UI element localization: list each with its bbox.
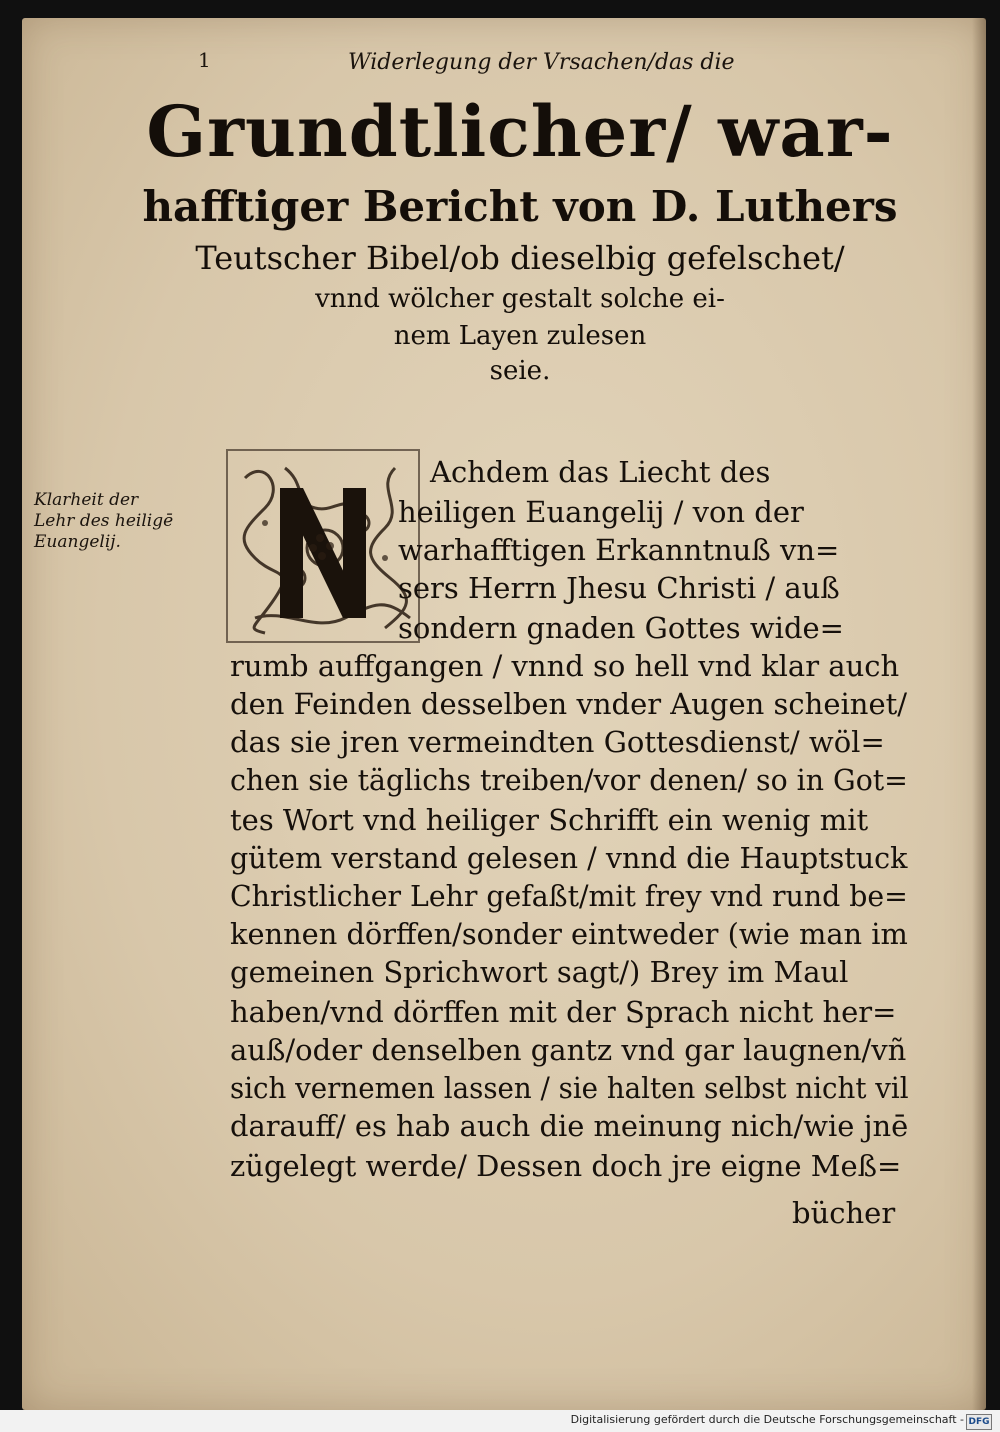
body-line: den Feinden desselben vnder Augen scheinet/ — [230, 687, 908, 721]
body-line: tes Wort vnd heiliger Schrifft ein wenig mit — [230, 803, 869, 837]
body-line: darauff/ es hab auch die meinung nich/wie jnē — [230, 1109, 909, 1143]
dfg-logo-icon: DFG — [966, 1414, 992, 1430]
catchword: bücher — [792, 1196, 896, 1230]
body-line: heiligen Euangelij / von der — [398, 495, 804, 529]
marginal-note — [34, 490, 204, 553]
body-line: sers Herrn Jhesu Christi / auß — [398, 571, 840, 605]
body-line: sondern gnaden Gottes wide= — [398, 611, 844, 645]
body-line: chen sie täglichs treiben/vor denen/ so in Got= — [230, 763, 908, 797]
body-line: warhafftigen Erkanntnuß vn= — [398, 533, 840, 567]
page-edge-shadow — [972, 18, 986, 1410]
title-line-2: hafftiger Bericht von D. Luthers — [142, 182, 898, 231]
marginal-note-line: Euangelij. — [34, 532, 121, 552]
body-line: Achdem das Liecht des — [430, 455, 771, 489]
body-line: Christlicher Lehr gefaßt/mit frey vnd rund be= — [230, 879, 908, 913]
title-line-1: Grundtlicher/ war- — [146, 90, 894, 173]
body-line: das sie jren vermeindten Gottesdienst/ wöl= — [230, 725, 885, 759]
footer-bar — [0, 1410, 1000, 1432]
page-title — [140, 86, 900, 388]
running-head-text: Widerlegung der Vrsachen/das die — [348, 50, 735, 75]
body-line: zügelegt werde/ Dessen doch jre eigne Meß= — [230, 1149, 902, 1183]
title-line-6: seie. — [489, 356, 551, 386]
body-line: haben/vnd dörffen mit der Sprach nicht her= — [230, 995, 897, 1029]
marginal-note-line: Klarheit der — [34, 490, 139, 510]
body-line: auß/oder denselben gantz vnd gar laugnen/vñ — [230, 1033, 907, 1067]
body-line: gütem verstand gelesen / vnnd die Hauptstuck — [230, 841, 908, 875]
ornament-initial-icon — [225, 448, 421, 644]
footer-credit: Digitalisierung gefördert durch die Deutsche Forschungsgemeinschaft - — [570, 1413, 964, 1426]
title-line-4: vnnd wölcher gestalt solche ei- — [315, 284, 725, 314]
title-line-3: Teutscher Bibel/ob dieselbig gefelschet/ — [195, 239, 845, 277]
title-line-5: nem Layen zulesen — [393, 321, 647, 351]
body-line: kennen dörffen/sonder eintweder (wie man im — [230, 917, 908, 951]
body-line: gemeinen Sprichwort sagt/) Brey im Maul — [230, 955, 849, 989]
decorated-initial — [225, 448, 421, 644]
page-number: 1 — [198, 48, 211, 72]
body-line: rumb auffgangen / vnnd so hell vnd klar auch — [230, 649, 900, 683]
body-line: sich vernemen lassen / sie halten selbst nicht vil — [230, 1071, 909, 1105]
running-head — [198, 48, 798, 78]
marginal-note-line: Lehr des heiligē — [34, 511, 174, 531]
